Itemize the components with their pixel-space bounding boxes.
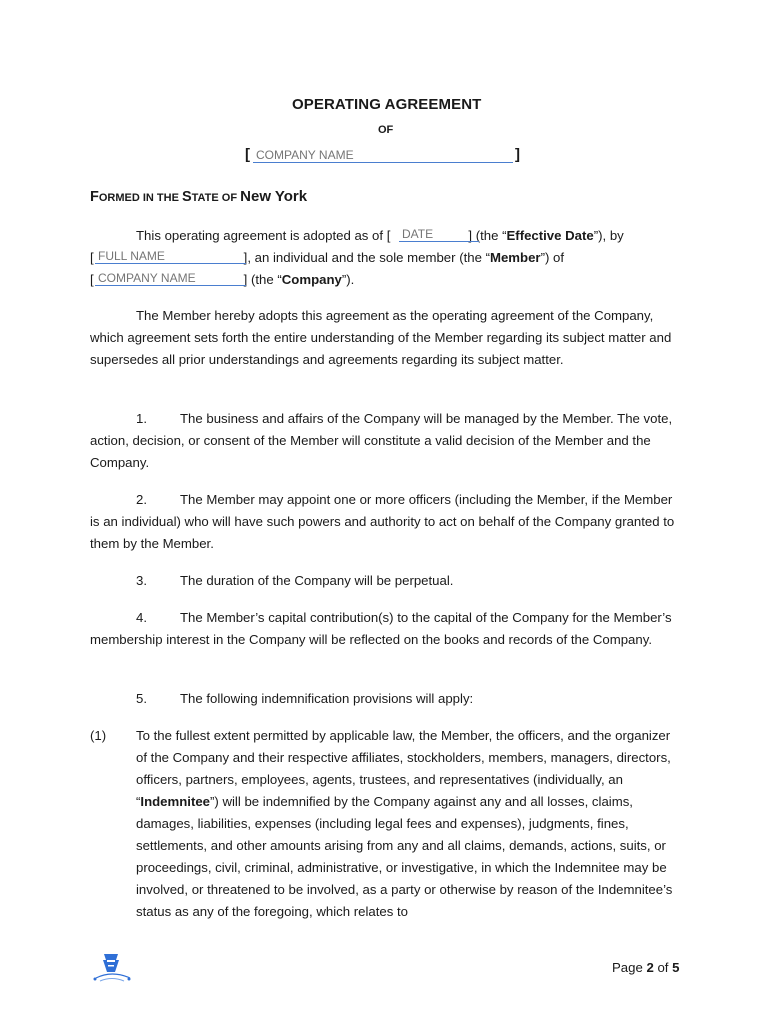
state-name: New York xyxy=(240,188,308,205)
sub-item-number: (1) xyxy=(90,728,107,743)
intro-text: This operating agreement is adopted as of [ xyxy=(136,228,391,243)
intro-text: ] (the “ xyxy=(468,228,507,243)
title-of: OF xyxy=(378,124,394,136)
list-item xyxy=(90,688,680,710)
company-name-field[interactable] xyxy=(253,147,513,163)
intro-bracket: [ xyxy=(90,272,94,287)
indemnitee-term: Indemnitee xyxy=(140,794,211,809)
full-name-field[interactable] xyxy=(95,248,246,264)
list-item xyxy=(90,607,680,651)
close-bracket: ] xyxy=(515,146,520,163)
company-term: Company xyxy=(281,272,342,287)
item-number: 2. xyxy=(136,492,147,507)
intro-bracket: [ xyxy=(90,250,94,265)
item-number: 4. xyxy=(136,610,147,625)
intro-company-name-field[interactable] xyxy=(95,270,246,286)
list-item xyxy=(90,408,680,474)
effective-date-term: Effective Date xyxy=(506,228,594,243)
item-text: The Member may appoint one or more officers (including the Member, if the Member is an individual) who will have such powers and authority to act on behalf of the Company granted to them by the Member. xyxy=(90,492,675,551)
intro-text: ”), by xyxy=(593,228,624,243)
item-text: The Member’s capital contribution(s) to the capital of the Company for the Member’s membership interest in the Company will be reflected on the books and records of the Company. xyxy=(90,610,672,647)
intro-text: ”). xyxy=(341,272,355,287)
sub-item-text-post: ”) will be indemnified by the Company against any and all losses, claims, damages, liabilities, expenses (including legal fees and expenses), judgments, fines, settlements, and other amounts arising from any and all claims, demands, actions, suits, or proceedings, civil, criminal, administrative, or investigative, in which the Indemnitee may be involved, or threatened to be involved, as a party or otherwise by reason of the Indemnitee’s status as any of the foregoing, which relates to xyxy=(136,794,673,919)
intro-text: ”) of xyxy=(540,250,565,265)
item-text: The following indemnification provisions will apply: xyxy=(180,691,474,706)
item-text: The business and affairs of the Company will be managed by the Member. The vote, action, decision, or consent of the Member will constitute a valid decision of the Member and the Company. xyxy=(90,411,673,470)
page-current: 2 xyxy=(646,960,654,975)
open-bracket: [ xyxy=(245,146,250,163)
intro-paragraph: The Member hereby adopts this agreement as the operating agreement of the Company, which agreement sets forth the entire understanding of the Member regarding its subject matter and supersedes all prior understandings and agreements regarding its subject matter. xyxy=(90,308,672,367)
document-title: OPERATING AGREEMENT xyxy=(292,96,482,113)
list-item xyxy=(90,489,680,555)
item-number: 1. xyxy=(136,411,147,426)
page-of: of xyxy=(653,960,673,975)
intro-text: ] (the “ xyxy=(243,272,282,287)
member-term: Member xyxy=(489,250,541,265)
page-number xyxy=(612,960,679,975)
intro-text: ], an individual and the sole member (the “ xyxy=(243,250,490,265)
logo-icon xyxy=(90,948,134,988)
list-item xyxy=(90,570,680,592)
formed-heading xyxy=(90,188,307,206)
sub-item-text xyxy=(136,725,684,923)
item-number: 3. xyxy=(136,573,147,588)
formed-text-2: TATE OF xyxy=(191,192,241,204)
formed-text: ORMED IN THE xyxy=(98,192,182,204)
intro-line-1 xyxy=(136,228,624,243)
page-label: Page xyxy=(612,960,647,975)
page-total: 5 xyxy=(672,960,680,975)
date-field[interactable] xyxy=(399,226,479,242)
formed-s: S xyxy=(181,189,192,205)
formed-f: F xyxy=(90,189,99,205)
sub-item-text-pre: To the fullest extent permitted by applicable law, the Member, the officers, and the organizer of the Company and their respective affiliates, stockholders, members, managers, directors, officers, partners, employees, agents, trustees, and representatives (individually, an “ xyxy=(136,728,671,809)
item-number: 5. xyxy=(136,691,147,706)
item-text: The duration of the Company will be perpetual. xyxy=(180,573,454,588)
